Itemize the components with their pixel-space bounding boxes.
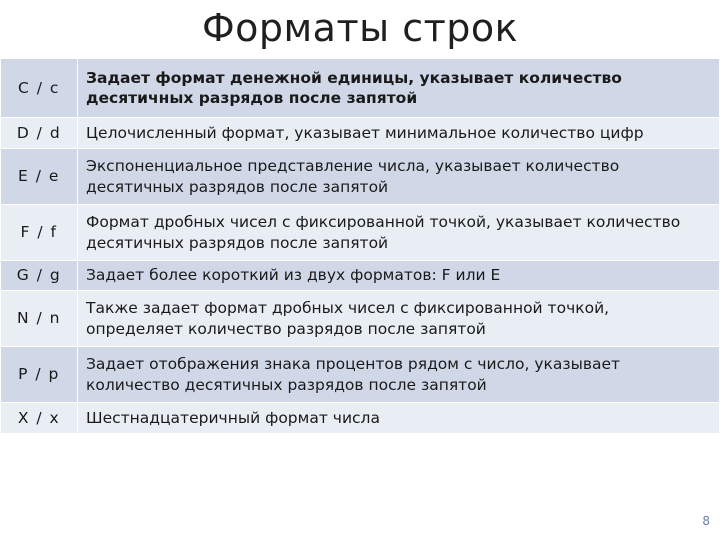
format-description: Задает более короткий из двух форматов: F или E <box>78 261 720 291</box>
table-row <box>1 403 720 434</box>
format-description: Задает отображения знака процентов рядом с число, указывает количество десятичных разрядов после запятой <box>78 347 720 403</box>
table-row <box>1 59 720 118</box>
format-description: Задает формат денежной единицы, указывает количество десятичных разрядов после запятой <box>78 59 720 118</box>
format-specifier: N / n <box>1 291 78 347</box>
table-row <box>1 347 720 403</box>
table-row <box>1 118 720 149</box>
table-row <box>1 261 720 291</box>
format-table <box>0 58 720 434</box>
format-specifier: F / f <box>1 205 78 261</box>
table-row <box>1 291 720 347</box>
format-description: Также задает формат дробных чисел с фиксированной точкой, определяет количество разрядов после запятой <box>78 291 720 347</box>
page-title: Форматы строк <box>201 6 519 50</box>
table-row <box>1 205 720 261</box>
format-specifier: X / x <box>1 403 78 434</box>
format-specifier: D / d <box>1 118 78 149</box>
format-description: Экспоненциальное представление числа, указывает количество десятичных разрядов после запятой <box>78 149 720 205</box>
table-row <box>1 149 720 205</box>
format-description: Целочисленный формат, указывает минимальное количество цифр <box>78 118 720 149</box>
format-specifier: E / e <box>1 149 78 205</box>
format-specifier: P / p <box>1 347 78 403</box>
page-number: 8 <box>702 514 710 528</box>
format-specifier: C / c <box>1 59 78 118</box>
format-specifier: G / g <box>1 261 78 291</box>
format-description: Формат дробных чисел с фиксированной точкой, указывает количество десятичных разрядов после запятой <box>78 205 720 261</box>
format-description: Шестнадцатеричный формат числа <box>78 403 720 434</box>
